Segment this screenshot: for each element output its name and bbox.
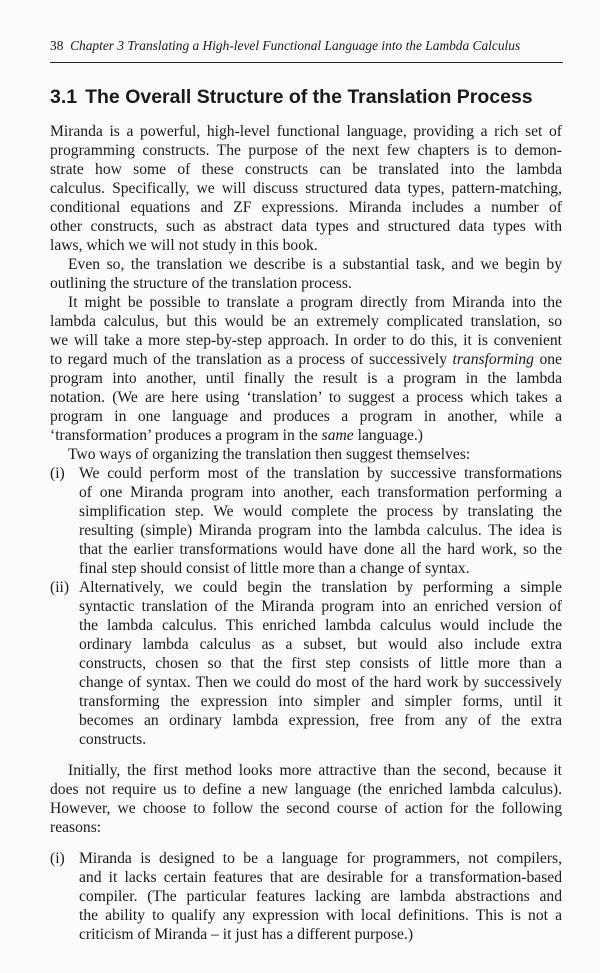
text-line: constructs. bbox=[79, 731, 147, 748]
text-line: resulting (simple) Miranda program into the lambda calculus. The idea is bbox=[79, 522, 562, 539]
numbered-list bbox=[50, 849, 562, 944]
text-line: conditional equations and ZF expressions. Miranda includes a number of bbox=[50, 199, 562, 216]
paragraph bbox=[50, 761, 562, 837]
text-line: lambda calculus, but this would be an extremely complicated translation, so bbox=[50, 313, 562, 330]
text-line: Initially, the first method looks more attractive than the second, because it bbox=[68, 762, 562, 779]
text-line: of one Miranda program into another, each transformation performing a bbox=[79, 484, 562, 501]
text-run: to regard much of the translation as a process of successively bbox=[50, 351, 453, 368]
section-number: 3.1 bbox=[50, 86, 78, 108]
text-line: program in one language and produces a program in another, while a bbox=[50, 408, 562, 425]
spacer bbox=[50, 837, 562, 849]
text-line: and it lacks certain features that are desirable for a transformation-based bbox=[79, 869, 562, 886]
text-line: calculus. Specifically, we will discuss structured data types, pattern-matching, bbox=[50, 180, 562, 197]
body-text bbox=[50, 122, 562, 944]
text-line bbox=[50, 350, 562, 369]
text-line: It might be possible to translate a program directly from Miranda into the bbox=[68, 294, 562, 311]
chapter-title: Chapter 3 Translating a High-level Functional Language into the Lambda Calculus bbox=[70, 38, 521, 53]
emphasis: transforming bbox=[452, 351, 534, 368]
text-line: transforming the expression into simpler and simpler forms, until it bbox=[79, 693, 562, 710]
text-line: strate how some of these constructs can be translated into the lambda bbox=[50, 161, 562, 178]
text-line: Two ways of organizing the translation then suggest themselves: bbox=[68, 446, 471, 463]
text-line: that the earlier transformations would have done all the hard work, so the bbox=[79, 541, 562, 558]
text-run: ‘transformation’ produces a program in the bbox=[50, 427, 322, 444]
text-line: we will take a more step-by-step approach. In order to do this, it is convenient bbox=[50, 332, 562, 349]
text-line: programming constructs. The purpose of the next few chapters is to demon- bbox=[50, 142, 562, 159]
text-line: Even so, the translation we describe is a substantial task, and we begin by bbox=[68, 256, 562, 273]
page-number: 38 bbox=[50, 38, 64, 53]
emphasis: same bbox=[321, 427, 354, 444]
section-title: The Overall Structure of the Translation Process bbox=[85, 86, 533, 108]
text-line: However, we choose to follow the second course of action for the following bbox=[50, 800, 562, 817]
text-line: laws, which we will not study in this book. bbox=[50, 237, 318, 254]
text-line: does not require us to define a new language (the enriched lambda calculus). bbox=[50, 781, 562, 798]
list-marker: (i) bbox=[50, 850, 65, 867]
text-line: Alternatively, we could begin the translation by performing a simple bbox=[79, 579, 562, 596]
text-line: simplification step. We would complete the process by translating the bbox=[79, 503, 562, 520]
text-line: reasons: bbox=[50, 819, 102, 836]
text-line: compiler. (The particular features lacking are lambda abstractions and bbox=[79, 888, 562, 905]
header-rule bbox=[50, 62, 563, 63]
text-line: syntactic translation of the Miranda program into an enriched version of bbox=[79, 598, 562, 615]
spacer bbox=[50, 749, 562, 761]
paragraph bbox=[50, 445, 562, 464]
text-line: criticism of Miranda – it just has a different purpose.) bbox=[79, 926, 414, 943]
list-marker: (ii) bbox=[50, 579, 70, 596]
list-marker: (i) bbox=[50, 465, 65, 482]
numbered-list bbox=[50, 464, 562, 749]
paragraph bbox=[50, 122, 562, 255]
text-line: program into another, until finally the result is a program in the lambda bbox=[50, 370, 562, 387]
text-line bbox=[50, 426, 562, 445]
paragraph bbox=[50, 255, 562, 293]
text-line: final step should consist of little more than a change of syntax. bbox=[79, 560, 470, 577]
list-item bbox=[50, 464, 562, 578]
paragraph bbox=[50, 293, 562, 445]
text-line: notation. (We are here using ‘translation’ to suggest a process which takes a bbox=[50, 389, 562, 406]
text-line: We could perform most of the translation by successive transformations bbox=[79, 465, 562, 482]
text-line: constructs, chosen so that the first step consists of little more than a bbox=[79, 655, 562, 672]
list-item bbox=[50, 849, 562, 944]
text-line: Miranda is a powerful, high-level functional language, providing a rich set of bbox=[50, 123, 562, 140]
text-line: outlining the structure of the translation process. bbox=[50, 275, 352, 292]
text-line: the ability to qualify any expression with local definitions. This is not a bbox=[79, 907, 562, 924]
text-line: becomes an ordinary lambda expression, free from any of the extra bbox=[79, 712, 562, 729]
text-line: change of syntax. Then we could do most of the hard work by successively bbox=[79, 674, 562, 691]
text-line: the lambda calculus. This enriched lambda calculus would include the bbox=[79, 617, 562, 634]
text-run: one bbox=[533, 351, 562, 368]
text-line: ordinary lambda calculus as a subset, but would also include extra bbox=[79, 636, 562, 653]
text-line: other constructs, such as abstract data types and structured data types with bbox=[50, 218, 562, 235]
text-run: language.) bbox=[353, 427, 423, 444]
section-heading bbox=[50, 86, 562, 108]
text-line: Miranda is designed to be a language for programmers, not compilers, bbox=[79, 850, 562, 867]
running-head bbox=[50, 38, 562, 54]
list-item bbox=[50, 578, 562, 749]
